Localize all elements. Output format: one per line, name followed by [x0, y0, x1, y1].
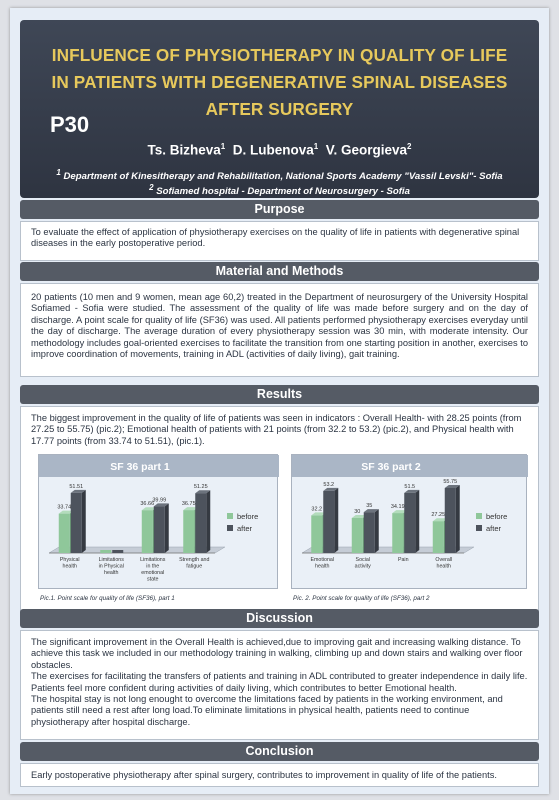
category-label-0: Physical	[59, 557, 80, 563]
caption-pic1: Pic.1. Point scale for quality of life (SF36), part 1	[40, 595, 175, 602]
legend-label-before: before	[486, 512, 508, 521]
purpose-heading: Purpose	[20, 200, 539, 219]
data-label-before-1: 30	[354, 509, 361, 515]
bar-after-1	[112, 550, 123, 553]
category-label-2: emotional	[141, 570, 165, 576]
category-label-1: health	[104, 570, 119, 576]
data-label-after-2: 39.99	[152, 497, 167, 504]
legend-label-before: before	[237, 512, 259, 521]
bar-before-2	[142, 510, 153, 553]
title-line-2: IN PATIENTS WITH DEGENERATIVE SPINAL DISEASES	[51, 72, 508, 92]
methods-text: 20 patients (10 men and 9 women, mean age 60,2) treated in the Department of neurosurgery of the University Hospital Sofiamed - Sofia were studied. The assessment of the quality of life was made before surgery and on the day of discharge. A point scale for quality of life (SF36) was used. All patients performed physiotherapy exercises everyday until the day of discharge. The average duration of every physiotherapy session was 30 min, with moderate intensity. Our methodology includes goal-oriented exercises to facilitate the transition from one starting position in another, exercises to improve coordination of movements, training in ADL (activities of daily living), gait training.	[31, 292, 528, 360]
bar-side-after	[415, 490, 419, 553]
category-label-0: health	[62, 563, 77, 570]
bar-before-3	[433, 521, 444, 553]
discussion-p3: The hospital stay is not long enought to overcome the limitations faced by patients in the working environment, and patients still need a rest after long load.To eliminate limitations in physical health, patients need to continue physiotherapy after hospital discharge.	[31, 694, 503, 727]
category-label-0: health	[315, 563, 330, 570]
bar-before-3	[183, 510, 194, 553]
discussion-p2: The exercises for facilitating the transfers of patients and training in ADL contributed to greater independence in daily life. Patients feel more confident during activities of daily living, which contributes to better Emotional health.	[31, 671, 528, 693]
data-label-before-2: 34.19	[390, 504, 405, 511]
bar-before-0	[59, 514, 70, 553]
bar-before-0	[311, 515, 322, 553]
bar-after-2	[154, 506, 165, 553]
category-label-2: state	[147, 576, 159, 583]
data-label-after-1: 35	[366, 503, 373, 510]
bar-side-after	[82, 490, 86, 553]
category-label-3: Overall	[435, 557, 453, 563]
category-label-3: health	[436, 563, 451, 570]
caption-pic2: Pic. 2. Point scale for quality of life (SF36), part 2	[293, 595, 430, 602]
category-label-1: Limitations	[98, 557, 124, 563]
category-label-2: Pain	[397, 557, 409, 563]
chart-1-svg	[39, 455, 279, 590]
category-label-1: Social	[355, 557, 370, 563]
data-label-before-2: 36.66	[140, 501, 155, 508]
discussion-p1: The significant improvement in the Overall Health is achieved,due to improving gait and increasing walking distance. To achieve this task we included in our methodology training in walking, climbing up and down stairs and walking over floor obstacles.	[31, 637, 523, 670]
bar-after-3	[195, 493, 206, 553]
bar-side-after	[456, 485, 460, 553]
bar-after-0	[323, 491, 334, 553]
data-label-after-2: 51.5	[404, 483, 416, 490]
bar-after-2	[404, 493, 415, 553]
results-text: The biggest improvement in the quality of life of patients was seen in indicators : Overall Health- with 28.25 points (from 27.25 to 55.75) (pic.2); Emotional health of patients with 21 points (from 32.2 to 53.2) (pic.2), and Physical health with 17.77 points (from 33.74 to 51.51), (pic.1).	[31, 413, 522, 446]
poster	[10, 8, 549, 794]
data-label-after-0: 51.51	[69, 483, 84, 490]
data-label-after-3: 55.75	[443, 478, 458, 485]
author-1: Ts. Bizheva	[147, 142, 221, 158]
legend-label-after: after	[237, 524, 253, 533]
conclusion-heading: Conclusion	[20, 742, 539, 761]
category-label-2: in the	[146, 563, 160, 570]
category-label-3: Strength and	[179, 557, 210, 563]
bar-before-1	[352, 518, 363, 553]
methods-body	[20, 283, 539, 377]
bar-before-1	[100, 550, 111, 553]
chart-sf36-part2	[291, 454, 527, 589]
data-label-before-0: 33.74	[57, 504, 72, 511]
legend-swatch-before	[227, 513, 233, 519]
author-3: V. Georgieva	[325, 142, 408, 158]
bar-side-after	[206, 490, 210, 553]
bar-after-1	[364, 512, 375, 553]
chart-2-svg	[292, 455, 528, 590]
data-label-after-0: 53.2	[323, 481, 335, 488]
discussion-body	[20, 630, 539, 740]
purpose-text: To evaluate the effect of application of physiotherapy exercises on the quality of life in patients with degenerative spinal diseases in the early postoperative period.	[31, 227, 520, 249]
results-body	[20, 406, 539, 616]
bar-side-after	[375, 509, 379, 553]
results-heading: Results	[20, 385, 539, 404]
discussion-heading: Discussion	[20, 609, 539, 628]
authors: Ts. Bizheva$^1$ D. Lubenova$^1$ V. Georgieva$^2$	[147, 142, 412, 158]
title-line-1: INFLUENCE OF PHYSIOTHERAPY IN QUALITY OF LIFE	[51, 45, 508, 65]
purpose-body	[20, 221, 539, 261]
conclusion-body	[20, 763, 539, 787]
title-line-3: AFTER SURGERY	[205, 99, 354, 119]
chart-title: SF 36 part 2	[361, 461, 421, 473]
category-label-1: in Physical	[98, 563, 124, 570]
methods-heading: Material and Methods	[20, 262, 539, 281]
bar-after-3	[445, 488, 456, 553]
data-label-before-0: 32.2	[311, 506, 323, 513]
chart-title: SF 36 part 1	[110, 461, 170, 473]
affiliation-2: $^2$ Sofiamed hospital - Department of Neurosurgery - Sofia	[149, 183, 410, 198]
author-2: D. Lubenova	[232, 142, 314, 158]
bar-side-after	[165, 503, 169, 553]
bar-side-after	[334, 488, 338, 553]
chart-sf36-part1	[38, 454, 278, 589]
affiliation-1: $^1$ Department of Kinesitherapy and Rehabilitation, National Sports Academy "Vassil Levski"- Sofia	[56, 168, 503, 183]
bar-before-2	[392, 513, 403, 553]
category-label-1: activity	[354, 563, 371, 570]
legend-swatch-before	[476, 513, 482, 519]
category-label-2: Limitations	[140, 557, 166, 563]
legend-swatch-after	[476, 525, 482, 531]
data-label-after-3: 51.25	[193, 484, 208, 491]
legend-swatch-after	[227, 525, 233, 531]
legend-label-after: after	[486, 524, 502, 533]
conclusion-text: Early postoperative physiotherapy after spinal surgery, contributes to improvement in quality of life of the patients.	[31, 770, 497, 780]
data-label-before-3: 36.75	[181, 501, 196, 508]
category-label-3: fatigue	[186, 563, 203, 570]
poster-code: P30	[50, 112, 90, 137]
category-label-0: Emotional	[310, 557, 335, 563]
data-label-before-3: 27.25	[431, 512, 446, 519]
bar-after-0	[71, 493, 82, 553]
poster-header	[20, 20, 539, 198]
poster-title	[40, 42, 519, 123]
